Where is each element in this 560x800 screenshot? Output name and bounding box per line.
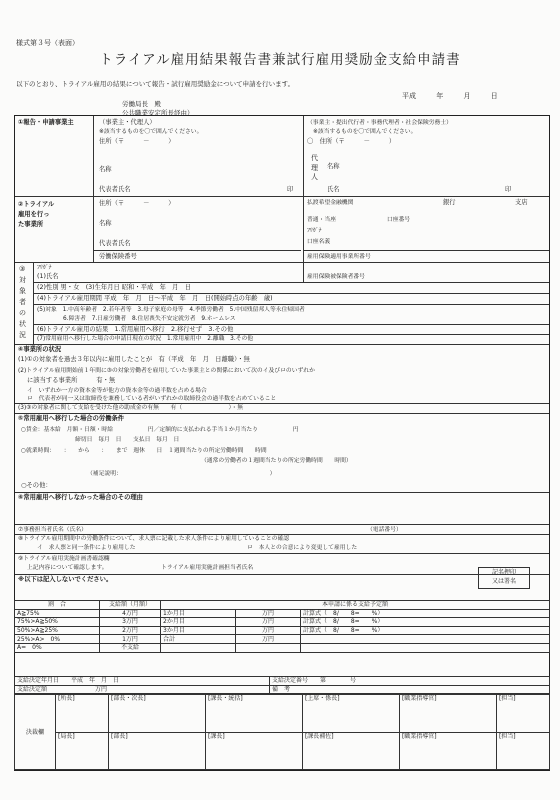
- section2-insurance-field[interactable]: 労働保険番号: [99, 253, 137, 260]
- section2-label: ②トライアル 雇用を行っ た事業所: [18, 201, 55, 228]
- normal-hours-note[interactable]: （通常の労働者の１週間当たりの所定労働時間 時間）: [201, 458, 352, 464]
- decision-date-field[interactable]: 支給決定年月日 平成 年 月 日: [15, 677, 270, 686]
- agent-rep-field[interactable]: 氏名: [327, 186, 340, 193]
- table-row: 75%>A≧50% 3万円 2か月目 万円 計算式（ 8/ 8= %）: [15, 618, 550, 627]
- account-kana: ﾌﾘｶﾞﾅ: [307, 228, 322, 234]
- conditions-check: ⑧トライアル雇用期間中の労働条件について、求人票に記載した求人条件により雇用していることの確認: [18, 536, 290, 542]
- divider: [15, 344, 549, 345]
- account-type[interactable]: 普通・当座: [307, 217, 336, 223]
- trial-result[interactable]: (6)トライアル雇用の結果 1.常用雇用へ移行 2.移行せず 3.その他: [37, 326, 234, 333]
- section1-seal: 印: [287, 186, 294, 193]
- divider: [15, 262, 549, 263]
- plan-confirm-signer[interactable]: トライアル雇用実施計画担当者氏名: [161, 565, 254, 571]
- divider: [15, 196, 549, 197]
- approver-cell[interactable]: [局長]: [56, 732, 109, 770]
- subject-category-2[interactable]: 6.障害者 7.日雇労働者 8.住居喪失不安定就労者 9.ホームレス: [63, 316, 236, 322]
- decision-number-field[interactable]: 支給決定番号 第 号: [270, 677, 550, 686]
- section4-q3[interactable]: (3)③の対象者に関して支給を受けた他の助成金の有無 有（ ）・無: [18, 405, 243, 411]
- section4-q2-i: イ いずれか一方の資本金等が他方の資本金等の過半数を占める場合: [27, 388, 207, 394]
- seal-or-signature-box[interactable]: [478, 567, 530, 589]
- account-number-field[interactable]: 口座番号: [387, 217, 411, 223]
- col-amount-header: 支給額（月額）: [100, 601, 161, 610]
- intro-text: 以下のとおり、トライアル雇用の結果について報告・試行雇用奨励金について申請を行います。: [16, 80, 295, 88]
- approval-label: 決裁欄: [15, 695, 56, 770]
- agent-name-field[interactable]: 名称: [327, 163, 340, 170]
- section4-q1[interactable]: (1)①の対象者を過去３年以内に雇用したことが 有（平成 年 月 日離職）・無: [18, 356, 250, 363]
- col-ratio-header: 割 合: [15, 601, 100, 610]
- section2-name-field[interactable]: 名称: [99, 220, 112, 227]
- approver-cell[interactable]: [課長]: [205, 732, 302, 770]
- approver-cell[interactable]: [職業指導官]: [399, 695, 496, 733]
- section1-right-head: （事業主・提出代行者・事務代理者・社会保険労務士）: [307, 120, 452, 126]
- divider: [93, 116, 94, 196]
- subject-name-field[interactable]: (1)氏名: [37, 273, 59, 280]
- subject-sex-birth[interactable]: (2)性別 男・女 (3)生年月日 昭和・平成 年 月 日: [37, 284, 192, 291]
- page-title: トライアル雇用結果報告書兼試行雇用奨励金支給申請書: [99, 52, 461, 68]
- section2-address-field[interactable]: 住所（〒 － ）: [99, 200, 175, 207]
- working-hours-field[interactable]: ○就業時間： ： から ： まで 週休 日 １週間当たりの所定労働時間 時間: [21, 448, 267, 454]
- addressee-line-2: 公共職業安定所長経由）: [122, 109, 194, 117]
- divider: [33, 262, 34, 344]
- conditions-option-a[interactable]: イ 求人票と同一条件により雇用した: [37, 545, 136, 551]
- divider: [15, 524, 549, 525]
- date-line: 平成 年 月 日: [402, 92, 498, 100]
- bank-label: 払渡希望金融機関: [307, 200, 354, 206]
- stamp-label-2: 又は署名: [491, 578, 516, 585]
- divider: [93, 196, 94, 262]
- wage-dates[interactable]: 締切日 毎月 日 支払日 毎月 日: [75, 437, 180, 443]
- divider: [303, 196, 304, 262]
- divider: [33, 293, 549, 294]
- form-number: 様式第３号（表面）: [16, 39, 79, 47]
- divider: [15, 553, 549, 554]
- section3-kana: ﾌﾘｶﾞﾅ: [37, 265, 52, 271]
- clerk-name-field[interactable]: ⑦事務担当者氏名（氏名）: [18, 527, 87, 533]
- section1-label: ①報告・申請事業主: [18, 119, 74, 126]
- bank-suffix: 銀行: [443, 199, 456, 206]
- section1-right-note: ※該当するものを〇で囲んでください。: [313, 129, 417, 135]
- conditions-option-b[interactable]: ロ 本人との合意により変更して雇用した: [247, 545, 358, 551]
- divider: [33, 282, 549, 283]
- section1-left-note: ※該当するものを〇で囲んでください。: [99, 129, 203, 135]
- decision-table: [14, 676, 550, 694]
- divider: [93, 250, 301, 251]
- divider: [15, 574, 549, 575]
- agent-side-label: 代 理 人: [311, 154, 318, 181]
- approver-cell[interactable]: [職業指導官]: [399, 732, 496, 770]
- divider: [303, 262, 304, 282]
- office-use-label: ※以下は記入しないでください。: [18, 576, 113, 583]
- section1-name-field[interactable]: 名称: [99, 166, 112, 173]
- approver-cell[interactable]: [担当]: [496, 695, 549, 733]
- section5-label: ⑤常用雇用へ移行した場合の労働条件: [18, 415, 125, 422]
- section4-q2: (2)トライアル雇用開始前１年間に③の対象労働者を雇用していた事業主との関係において次のイ及びロのいずれか: [18, 368, 315, 374]
- other-conditions-field[interactable]: ○その他：: [21, 482, 52, 489]
- divider: [303, 250, 549, 251]
- approver-cell[interactable]: [部長・次長]: [109, 695, 206, 733]
- approver-cell[interactable]: [所長]: [56, 695, 109, 733]
- agent-address-field[interactable]: 〇 住所（〒 － ）: [307, 138, 396, 145]
- section1-rep-field[interactable]: 代表者氏名: [99, 186, 131, 193]
- divider: [303, 116, 304, 196]
- approval-table: [14, 694, 550, 770]
- stamp-label: 記名押印: [491, 569, 516, 576]
- divider: [33, 304, 549, 305]
- approver-cell[interactable]: [課長・統括]: [205, 695, 302, 733]
- section6-label: ⑥常用雇用へ移行しなかった場合のその理由: [18, 494, 143, 501]
- remarks-field[interactable]: 備 考: [270, 685, 550, 694]
- subject-insured-no-field[interactable]: 雇用保険被保険者番号: [307, 274, 365, 280]
- section4-q2-ro: ロ 代表者が同一又は取締役を兼務している者がいずれかの取締役会の過半数を占めていること: [27, 396, 277, 402]
- table-row: 50%>A≧25% 2万円 3か月目 万円 計算式（ 8/ 8= %）: [15, 626, 550, 635]
- section1-left-head: （事業主・代理人）: [99, 119, 156, 126]
- supplement-field[interactable]: （補足説明： ）: [87, 471, 276, 477]
- table-row: A= 0% 不支給: [15, 643, 550, 652]
- account-holder-field[interactable]: 口座名義: [307, 239, 331, 245]
- col-planned-header: 本申請に係る支給予定額: [161, 601, 550, 610]
- table-row: 25%>A> 0% 1万円 合計 万円: [15, 635, 550, 644]
- section1-address-field[interactable]: 住所（〒 － ）: [99, 138, 175, 145]
- section4-label: ④事業所の状況: [18, 346, 62, 353]
- subject-trial-period[interactable]: (4)トライアル雇用期間 平成 年 月 日～平成 年 月 日(開始時点の年齢 歳): [37, 295, 273, 302]
- approver-cell[interactable]: [担当]: [496, 732, 549, 770]
- subject-category-1[interactable]: (5)対象 1.中高年齢者 2.若年者等 3.母子家庭の母等 4.季節労働者 5.中国残留邦人等永住帰国者: [37, 307, 305, 313]
- insurance-office-field[interactable]: 雇用保険適用事業所番号: [307, 254, 371, 260]
- section4-q2-answer[interactable]: に該当する事業所 有・無: [27, 377, 116, 384]
- office-use-table: [14, 600, 550, 653]
- plan-confirm-label: ⑨トライアル雇用実施計画書確認欄: [18, 556, 110, 562]
- divider: [15, 492, 549, 493]
- approver-cell[interactable]: [部長]: [109, 732, 206, 770]
- table-row: A≧75% 4万円 1か月目 万円 計算式（ 8/ 8= %）: [15, 609, 550, 618]
- agent-seal: 印: [505, 186, 512, 193]
- section2-rep-field[interactable]: 代表者氏名: [99, 240, 131, 247]
- plan-confirm-note: 上記内容について確認します。: [27, 565, 108, 571]
- post-transition-status[interactable]: (7)常用雇用へ移行した場合の申請日現在の状況 1.常用雇用中 2.離職 3.その他: [37, 336, 254, 342]
- addressee-line-1: 労働局長 殿: [122, 100, 161, 108]
- branch-suffix: 支店: [515, 199, 528, 206]
- form-table: [14, 115, 550, 771]
- decision-amount-field[interactable]: 支給決定額 万円: [15, 685, 270, 694]
- approver-cell[interactable]: [課長補佐]: [302, 732, 399, 770]
- clerk-phone-field[interactable]: （電話番号）: [367, 527, 402, 533]
- divider: [33, 324, 549, 325]
- wage-field[interactable]: ○賃金：基本給 月額・日額・時給 円／定額的に支払われる手当１か月当たり 円: [21, 427, 299, 433]
- approver-cell[interactable]: [上席・係長]: [302, 695, 399, 733]
- section3-side-label: ③ 対 象 者 の 状 況: [19, 265, 26, 339]
- divider: [15, 413, 549, 414]
